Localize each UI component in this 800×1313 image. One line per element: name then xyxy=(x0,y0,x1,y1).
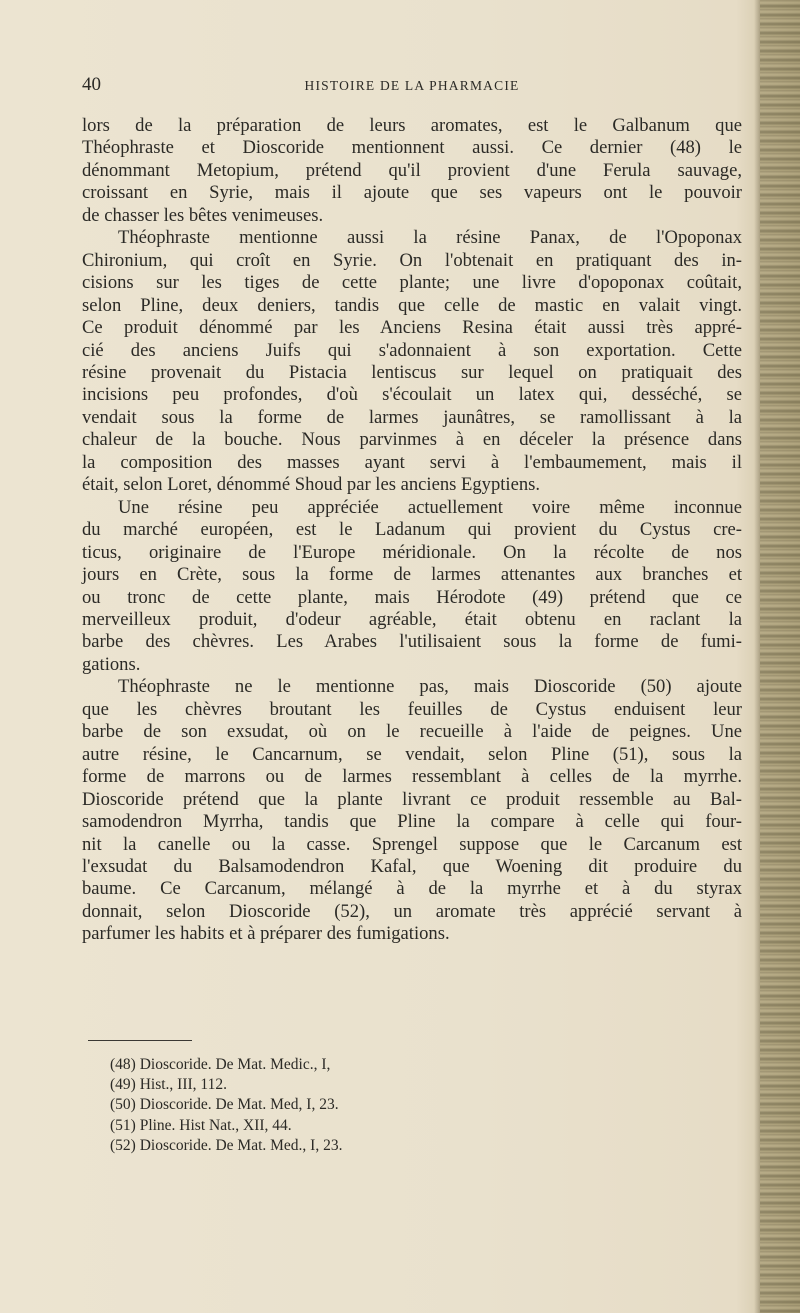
page-header xyxy=(82,74,742,100)
text-line: Dioscoride prétend que la plante livrant ce produit ressemble au Bal- xyxy=(82,788,742,810)
text-line: barbe de son exsudat, où on le recueille à l'aide de peignes. Une xyxy=(82,721,742,743)
text-line: ou tronc de cette plante, mais Hérodote (49) prétend que ce xyxy=(82,586,742,608)
text-line: chaleur de la bouche. Nous parvinmes à en déceler la présence dans xyxy=(82,429,742,451)
text-line: résine provenait du Pistacia lentiscus sur lequel on pratiquait des xyxy=(82,361,742,383)
footnote: (50) Dioscoride. De Mat. Med, I, 23. xyxy=(110,1096,339,1114)
text-line: l'exsudat du Balsamodendron Kafal, que Woening dit produire du xyxy=(82,855,742,877)
text-line: du marché européen, est le Ladanum qui provient du Cystus cre- xyxy=(82,519,742,541)
text-line: de chasser les bêtes venimeuses. xyxy=(82,204,324,226)
text-line: forme de marrons ou de larmes ressemblant à celles de la myrrhe. xyxy=(82,766,742,788)
footnotes xyxy=(110,1055,610,1156)
text-line: samodendron Myrrha, tandis que Pline la compare à celle qui four- xyxy=(82,811,742,833)
footnote-rule xyxy=(88,1040,192,1041)
footnote: (51) Pline. Hist Nat., XII, 44. xyxy=(110,1116,292,1134)
text-line: lors de la préparation de leurs aromates, est le Galbanum que xyxy=(82,115,742,136)
text-line: que les chèvres broutant les feuilles de Cystus enduisent leur xyxy=(82,698,742,720)
text-line: parfumer les habits et à préparer des fumigations. xyxy=(82,923,450,945)
text-line: Théophraste et Dioscoride mentionnent aussi. Ce dernier (48) le xyxy=(82,137,742,159)
page-edge xyxy=(760,0,800,1313)
footnote: (52) Dioscoride. De Mat. Med., I, 23. xyxy=(110,1136,343,1154)
text-line: baume. Ce Carcanum, mélangé à de la myrrhe et à du styrax xyxy=(82,878,742,900)
text-line: jours en Crète, sous la forme de larmes attenantes aux branches et xyxy=(82,564,742,586)
text-line: Théophraste ne le mentionne pas, mais Dioscoride (50) ajoute xyxy=(118,676,742,698)
text-line: donnait, selon Dioscoride (52), un aromate très apprécié servant à xyxy=(82,900,742,922)
text-line: Théophraste mentionne aussi la résine Panax, de l'Opoponax xyxy=(118,227,742,249)
text-line: merveilleux produit, d'odeur agréable, était obtenu en raclant la xyxy=(82,608,742,630)
text-line: croissant en Syrie, mais il ajoute que ses vapeurs ont le pouvoir xyxy=(82,182,742,204)
text-line: dénommant Metopium, prétend qu'il provient d'une Ferula sauvage, xyxy=(82,159,742,181)
text-line: cisions sur les tiges de cette plante; une livre d'opoponax coûtait, xyxy=(82,272,742,294)
footnote: (49) Hist., III, 112. xyxy=(110,1076,227,1094)
footnote: (48) Dioscoride. De Mat. Medic., I, xyxy=(110,1056,331,1073)
text-line: gations. xyxy=(82,653,141,675)
text-line: barbe des chèvres. Les Arabes l'utilisaient sous la forme de fumi- xyxy=(82,631,742,653)
text-line: incisions peu profondes, d'où s'écoulait un latex qui, desséché, se xyxy=(82,384,742,406)
text-line: cié des anciens Juifs qui s'adonnaient à son exportation. Cette xyxy=(82,339,742,361)
text-line: ticus, originaire de l'Europe méridionale. On la récolte de nos xyxy=(82,541,742,563)
text-line: selon Pline, deux deniers, tandis que celle de mastic en valait vingt. xyxy=(82,294,742,316)
body-text xyxy=(82,115,742,946)
running-head: HISTOIRE DE LA PHARMACIE xyxy=(304,78,520,93)
text-line: Chironium, qui croît en Syrie. On l'obtenait en pratiquant des in- xyxy=(82,249,742,271)
text-line: autre résine, le Cancarnum, se vendait, selon Pline (51), sous la xyxy=(82,743,742,765)
text-line: Une résine peu appréciée actuellement voire même inconnue xyxy=(118,496,742,518)
text-line: la composition des masses ayant servi à l'embaumement, mais il xyxy=(82,451,742,473)
text-line: vendait sous la forme de larmes jaunâtres, se ramollissant à la xyxy=(82,406,742,428)
text-line: nit la canelle ou la casse. Sprengel suppose que le Carcanum est xyxy=(82,833,742,855)
text-line: était, selon Loret, dénommé Shoud par les anciens Egyptiens. xyxy=(82,474,541,496)
page-number: 40 xyxy=(82,74,101,95)
text-line: Ce produit dénommé par les Anciens Resina était aussi très appré- xyxy=(82,317,742,339)
